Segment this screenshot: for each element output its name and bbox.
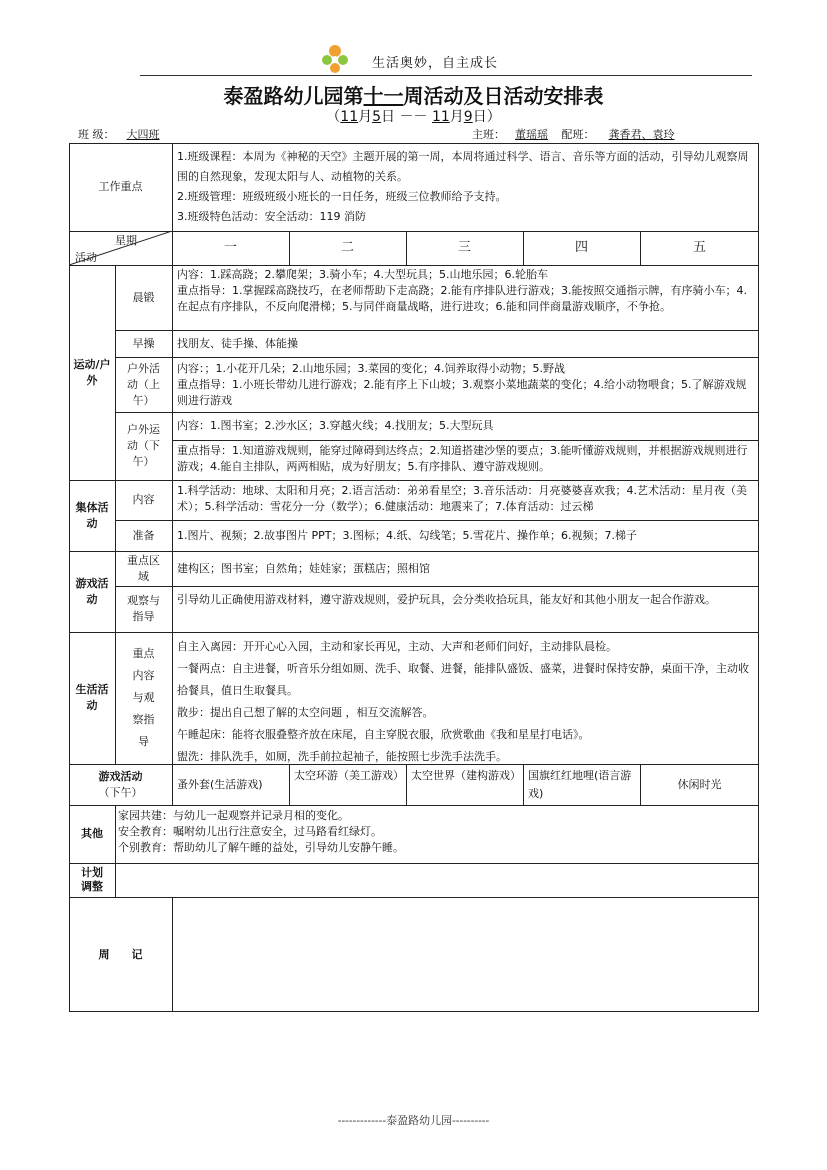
grid-line xyxy=(115,586,759,587)
work-focus-content xyxy=(172,145,759,231)
morning-exercise-label: 晨锻 xyxy=(132,290,155,304)
grid-line xyxy=(69,805,759,806)
grid-line xyxy=(640,764,641,805)
day-header: 五 xyxy=(692,240,706,255)
life-activity-content: 自主入离园：开开心心入园，主动和家长再见，主动、大声和老师们问好，主动排队晨检。 一餐两点：自主进餐，听音乐分组如厕、洗手、取餐、进餐，能排队盛饭、盛菜，进餐时保持安静，桌面干净，主动收拾餐具，值日生取餐具。 散步：提出自己想了解的太空问题 ，相互交流解答。 午睡起床：能将衣服叠整齐放在床尾，自主穿脱衣服，欣赏歌曲《我和星星打电话》。 盥洗：排队洗手，如厕，洗手前拉起袖子，能按照七步洗手法洗手。 xyxy=(177,640,749,763)
grid-line xyxy=(406,231,407,265)
other-content: 家园共建：与幼儿一起观察并记录月相的变化。 安全教育：嘱咐幼儿出行注意安全，过马路看红绿灯。 个别教育：帮助幼儿了解午睡的益处，引导幼儿安静午睡。 xyxy=(118,809,404,854)
early-exercise-content: 找朋友、徒手操、体能操 xyxy=(177,336,298,350)
group-activity-label: 集体活动 xyxy=(75,500,109,530)
outdoor-pm-content: 内容：1.图书室；2.沙水区；3.穿越火线；4.找朋友；5.大型玩具 xyxy=(177,419,494,432)
sports-group-label: 运动/户外 xyxy=(73,357,111,387)
grid-line xyxy=(115,805,116,897)
life-focus-label: 重点内容与观察指导 xyxy=(132,647,155,748)
afternoon-game-day: 太空环游（美工游戏） xyxy=(294,769,404,782)
afternoon-game-day: 蚤外套(生活游戏) xyxy=(177,777,263,791)
work-focus-item: 3.班级特色活动：安全活动：119 消防 xyxy=(177,210,366,223)
grid-line xyxy=(172,265,173,805)
grid-line xyxy=(289,231,290,265)
plan-adjust-label: 计划调整 xyxy=(81,866,103,893)
game-activity-label: 游戏活动 xyxy=(75,576,109,606)
work-focus-item: 2.班级管理：班级班级小班长的一日任务，班级三位教师给予支持。 xyxy=(177,190,507,203)
outdoor-am-label: 户外活动（上午） xyxy=(127,361,160,407)
grid-line xyxy=(115,412,759,413)
grid-line xyxy=(406,764,407,805)
other-label: 其他 xyxy=(81,827,103,840)
grid-line xyxy=(115,357,759,358)
early-exercise-label: 早操 xyxy=(132,336,155,350)
week-number: 十一 xyxy=(363,84,404,108)
grid-line xyxy=(523,231,524,265)
plan-adjust-content[interactable] xyxy=(115,863,759,897)
group-prep-text: 1.图片、视频；2.故事图片 PPT；3.图标；4.纸、勾线笔；5.雪花片、操作单；6.视频；7.梯子 xyxy=(177,528,637,542)
game-area-text: 建构区；图书室；自然角；娃娃家；蛋糕店；照相馆 xyxy=(177,561,430,575)
afternoon-game-label: 游戏活动 （下午） xyxy=(98,769,143,799)
motto: 生活奥妙，自主成长 xyxy=(372,56,499,71)
game-observe-label: 观察与指导 xyxy=(127,594,160,623)
day-header: 三 xyxy=(457,240,471,255)
group-prep-label: 准备 xyxy=(132,528,155,542)
grid-line xyxy=(69,143,70,1012)
head-teacher: 董瑶瑶 xyxy=(515,128,548,141)
grid-line xyxy=(172,143,173,265)
work-focus-label: 工作重点 xyxy=(98,180,143,193)
grid-line xyxy=(69,863,759,864)
game-area-label: 重点区域 xyxy=(127,553,160,583)
grid-line xyxy=(115,330,759,331)
grid-line xyxy=(115,265,116,764)
morning-exercise-content: 内容：1.踩高跷；2.攀爬架；3.骑小车；4.大型玩具；5.山地乐园；6.轮胎车 重点指导：1.掌握踩高跷技巧，在老师帮助下走高跷；2.能有序排队进行游戏；3.能按照交通指示牌，有序骑小车；4.在起点有序排队，不反向爬滑梯；5.与同伴商量战略，进行进攻；6.能和同伴商量游戏顺序，不争抢。 xyxy=(177,268,747,313)
corner-diagonal xyxy=(69,231,172,265)
class-name: 大四班 xyxy=(126,128,160,141)
schedule-table xyxy=(69,143,759,1012)
afternoon-game-day: 太空世界（建构游戏） xyxy=(411,769,521,782)
group-content-text: 1.科学活动：地球、太阳和月亮；2.语言活动：弟弟看星空；3.音乐活动：月亮婆婆喜欢我；4.艺术活动：星月夜（美术）；5.科学活动：雪花分一分（数学）；6.健康活动：地震来了；7.体育活动：过云梯 xyxy=(177,484,747,513)
day-header: 一 xyxy=(223,240,237,255)
header-divider xyxy=(140,75,752,76)
group-content-label: 内容 xyxy=(132,493,155,506)
grid-line xyxy=(115,520,759,521)
page-title: 泰盈路幼儿园第十一周活动及日活动安排表 xyxy=(223,84,604,108)
grid-line xyxy=(289,764,290,805)
kindergarten-logo xyxy=(318,42,352,76)
outdoor-pm-label: 户外运动（下午） xyxy=(127,423,160,468)
life-activity-label: 生活活动 xyxy=(75,683,109,712)
afternoon-game-day: 国旗红红地哩(语言游戏) xyxy=(528,769,632,800)
grid-line xyxy=(523,764,524,805)
teacher-info: 主班： 董瑶瑶 配班： 龚香君、袁玲 xyxy=(472,126,689,142)
grid-line xyxy=(758,143,759,1012)
grid-line xyxy=(172,897,173,1012)
grid-line xyxy=(172,440,759,441)
weekly-note-content[interactable] xyxy=(172,897,759,1012)
day-header: 二 xyxy=(340,240,354,255)
assistant-teachers: 龚香君、袁玲 xyxy=(608,128,675,141)
class-info: 班 级： 大四班 xyxy=(78,126,237,142)
outdoor-am-content: 内容：；1.小花开几朵；2.山地乐园；3.菜园的变化；4.饲养取得小动物；5.野战 重点指导：1.小班长带幼儿进行游戏；2.能有序上下山坡；3.观察小菜地蔬菜的变化；4.给小动物喂食；5.了解游戏规则进行游戏 xyxy=(177,362,747,407)
game-observe-text: 引导幼儿正确使用游戏材料，遵守游戏规则，爱护玩具，会分类收拾玩具，能友好和其他小朋友一起合作游戏。 xyxy=(177,593,716,606)
outdoor-pm-focus: 重点指导：1.知道游戏规则，能穿过障碍到达终点；2.知道搭建沙堡的要点；3.能听懂游戏规则，并根据游戏规则进行游戏；4.能自主排队，两两相贴，成为好朋友；5.有序排队、遵守游戏规则。 xyxy=(177,444,748,473)
page-footer: -------------泰盈路幼儿园---------- xyxy=(337,1114,490,1127)
weekly-note-label: 周 记 xyxy=(98,947,143,961)
work-focus-item: 1.班级课程：本周为《神秘的天空》主题开展的第一周，本周将通过科学、语言、音乐等方面的活动，引导幼儿观察周围的自然现象，发现太阳与人、动植物的关系。 xyxy=(177,150,749,183)
grid-line xyxy=(640,231,641,265)
afternoon-game-day: 休闲时光 xyxy=(677,777,722,791)
corner-activity: 活动 xyxy=(75,251,97,264)
corner-weekday: 星期 xyxy=(115,234,137,247)
day-header: 四 xyxy=(574,240,588,255)
date-range: （11月5日 －－ 11月9日） xyxy=(326,109,501,125)
